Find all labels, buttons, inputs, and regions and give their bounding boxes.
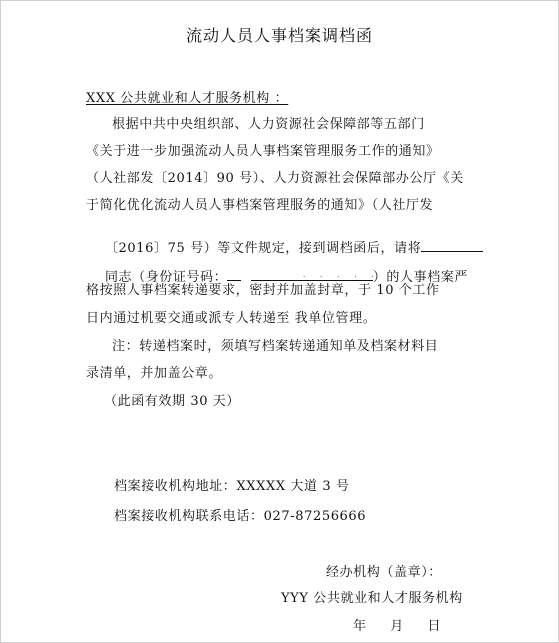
receiver-address: 档案接收机构地址：XXXXX 大道 3 号 — [114, 479, 350, 494]
body-line-7: 格按照人事档案转递要求，密封并加盖封章，于 10 个工作 — [86, 283, 440, 298]
body-line-8: 日内通过机要交通或派专人转递至 我单位管理。 — [86, 311, 377, 326]
body-line-5-text: 〔2016〕75 号）等文件规定，接到调档函后，请将 — [104, 241, 422, 256]
note-line-1: 注：转递档案时，须填写档案转递通知单及档案材料目 — [112, 339, 439, 354]
validity-note: （此函有效期 30 天） — [104, 394, 241, 409]
body-line-6-text: 同志（身份证号码： — [104, 270, 228, 285]
issuer-label: 经办机构（盖章）： — [326, 565, 442, 580]
receiver-phone: 档案接收机构联系电话：027-87256666 — [114, 509, 367, 524]
body-line-2: 《关于进一步加强流动人员人事档案管理服务工作的通知》 — [86, 144, 440, 159]
document-title: 流动人员人事档案调档函 — [185, 26, 373, 45]
body-line-1: 根据中共中央组织部、人力资源社会保障部等五部门 — [112, 117, 425, 132]
date-line: 年 月 日 — [353, 619, 442, 634]
body-line-3: （人社部发〔2014〕90 号）、人力资源社会保障部办公厅《关 — [86, 171, 464, 186]
addressee-line: XXX 公共就业和人才服务机构 ： — [86, 91, 289, 106]
body-line-4: 于简化优化流动人员人事档案管理服务的通知》（人社厅发 — [86, 198, 434, 213]
issuer-name: YYY 公共就业和人才服务机构 — [281, 591, 463, 606]
note-line-2: 录清单，并加盖公章。 — [86, 366, 223, 381]
body-line-6-tail: ）的人事档案严 — [372, 270, 469, 285]
id-number-blank: . . . . . — [251, 268, 373, 281]
